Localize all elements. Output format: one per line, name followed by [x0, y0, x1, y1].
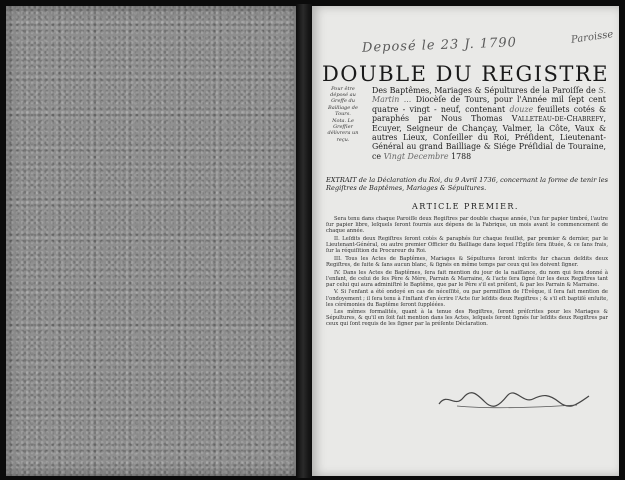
article-title: ARTICLE PREMIER. [412, 202, 519, 211]
parish-fill: S. Martin ... [372, 86, 606, 105]
article-paragraph: V. Si l'enfant a été ondoyé en cas de néceſſité, ou par permiſſion de l'Évêque, il ſera fait mention de l'ondoyement ; il ſera tenu à l'inſtant d'en écrire l'Acte ſur leſdits deux Regiſtres ; & s'il eſt baptiſé enſuite, les cérémonies du Baptême ſeront ſuppléées. [326, 289, 608, 308]
corner-annotation: Paroisse [570, 29, 614, 46]
deposit-annotation: Deposé le 23 J. 1790 [361, 35, 518, 56]
article-paragraph: IV. Dans les Actes de Baptêmes, ſera fait mention du jour de la naiſſance, du nom qui ſera donné à l'enfant, de celui de ſes Père & Mère, Parrain & Marraine, & l'acte ſera ſigné ſur les deux Regiſtres tant par celui qui aura adminiſtré le Baptême, que par le Père s'il est préſent, & par les Parrain & Marraine. [326, 269, 608, 288]
extrait-heading: EXTRAIT de la Déclaration du Roi, du 9 Avril 1736, concernant la forme de tenir les Regiſtres de Baptêmes, Mariages & Sépultures. [326, 176, 608, 192]
intro-line-1: Des Baptêmes, Mariages & Sépultures de la Paroiſſe de [372, 86, 596, 95]
left-page-cardboard [6, 6, 298, 476]
handwritten-signature [437, 390, 592, 410]
article-paragraph: III. Tous les Actes de Baptêmes, Mariages & Sépultures ſeront inſcrits ſur chacun deſdits deux Regiſtres, de ſuite & ſans aucun blanc, & ſignés en même temps par ceux qui les doivent ſigner. [326, 255, 608, 268]
articles [326, 216, 608, 329]
intro-line-4: , Ecuyer, Seigneur de Chançay, Valmer, la Côte, Vaux & autres Lieux, Conſeiller du Roi, Préſident, Lieutenant-Général au grand Bailliage & Siége Préſidial de Touraine, ce [372, 114, 606, 161]
margin-note-2: Nota. Le Greffier délivrera un reçu. [327, 118, 359, 143]
article-paragraph: Sera tenu dans chaque Paroiſſe deux Regiſtres par double chaque année, l'un ſur papier timbré, l'autre ſur papier libre, leſquels ſeront fournis aux dépens de la Fabrique, un mois avant le commencement de chaque année. [326, 216, 608, 235]
article-paragraph: Les mêmes formalités, quant à la tenue des Regiſtres, ſeront préſcrites pour les Mariages & Sépultures, & qu'il en ſoit fait mention dans les Actes, leſquels ſeront ſignés ſur leſdits deux Regiſtres par ceux qui ſont requis de les ſigner par la préſente Déclaration. [326, 309, 608, 328]
intro-line-2: Diocèſe de Tours, pour l'Année mil ſept cent quatre - vingt - neuf, contenant [372, 95, 606, 114]
year: 1788 [451, 151, 472, 161]
pages-fill: douze [509, 104, 534, 114]
intro-line-3: feuillets cotés & paraphés par Nous Thomas [372, 104, 607, 124]
register-intro [372, 86, 606, 161]
margin-note-1: Pour être déposé au Greffe du Bailliage de Tours. [328, 86, 358, 117]
article-paragraph: II. Leſdits deux Regiſtres ſeront cotés & paraphés ſur chaque feuillet, par premier & dernier, par le Lieutenant-Général, ou autre premier Officier du Bailliage dans lequel l'Égliſe ſera ſituée, & ce ſans frais, ſur la réquiſition du Procureur du Roi. [326, 235, 608, 255]
right-page [312, 6, 619, 476]
page-title: DOUBLE DU REGISTRE [321, 62, 610, 86]
month-fill: Decembre [407, 151, 449, 161]
magistrate-name: Valleteau-de-Chabrefy [511, 114, 604, 124]
day-fill: Vingt [383, 151, 405, 161]
